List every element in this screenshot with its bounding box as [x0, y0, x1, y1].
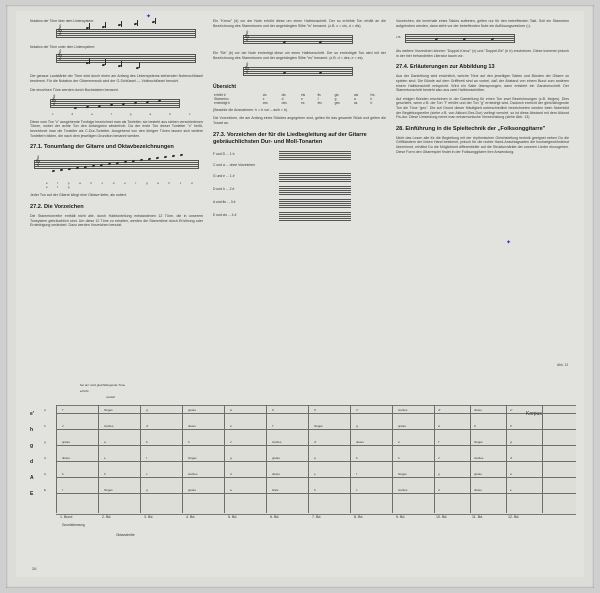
cell: b: [370, 100, 373, 105]
fret-number-label: 1. Bund: [60, 515, 73, 519]
overview-row2-label: Stammton: [214, 96, 229, 101]
fret-note: gis/as: [398, 424, 406, 428]
cell: es: [301, 100, 305, 105]
fret-note: f': [438, 440, 440, 444]
label-notes-below: Notation der Töne unter dem Liniensystem:: [30, 45, 95, 50]
cell: ces: [262, 100, 268, 105]
fret-note: c': [62, 424, 65, 428]
fret-note: e'': [510, 408, 513, 412]
cell: e: [301, 96, 303, 101]
label-notes-above: Notation der Töne über dem Liniensystem:: [30, 19, 95, 23]
fret-note: a': [230, 408, 233, 412]
staff-flat-example: 𝄞: [243, 64, 353, 78]
string-label-g: g: [30, 443, 34, 449]
key-label: C und a ... ohne Vorzeichen: [213, 162, 255, 167]
fret-note: e: [104, 456, 106, 460]
fret-note: a: [314, 456, 316, 460]
heading-27-1: 27.1. Tonumfang der Gitarre und Oktavbezeichnungen: [30, 144, 174, 151]
fret-note: h': [510, 424, 513, 428]
fret-note: fis/ges: [398, 472, 407, 476]
fret-note: d': [510, 456, 513, 460]
staff-notes-above: 𝄞: [56, 25, 196, 41]
fret-number-label: 3. Bd.: [144, 515, 154, 519]
fret-note: fis/ges: [104, 408, 113, 412]
fret-note: f: [146, 456, 147, 460]
fret-note: cis/des: [474, 456, 484, 460]
fret-note: c': [438, 456, 441, 460]
page-background: [6, 5, 594, 588]
key-label: D und h ... 2 #: [213, 186, 235, 191]
fret-note: gis/as: [188, 408, 196, 412]
cell: a: [353, 96, 356, 101]
overview-row1-label: erhöht #: [214, 92, 226, 97]
fret-note: dis/es: [188, 424, 196, 428]
cell: cis: [262, 92, 267, 97]
key-label: A und fis ... 3 #: [213, 199, 236, 204]
fret-note: g: [438, 472, 440, 476]
fret-number-label: 9. Bd.: [396, 515, 406, 519]
cell: des: [281, 100, 287, 105]
table-overview: [213, 93, 386, 105]
cell: d: [281, 96, 284, 101]
fret-note: dis/es: [356, 440, 364, 444]
fret-note: e': [398, 440, 401, 444]
fret-number-label: 12. Bd.: [508, 515, 520, 519]
cell: eis: [301, 92, 306, 97]
fret-note: dis/es: [272, 472, 280, 476]
fret-number-label: 7. Bd.: [312, 515, 322, 519]
fret-number-label: 5. Bd.: [228, 515, 238, 519]
fret-number-label: 8. Bd.: [354, 515, 364, 519]
key-row: [213, 171, 386, 181]
column-middle: [213, 19, 386, 379]
headstock-label-erhoeht: erhöht: [80, 389, 89, 393]
fret-note: b: [146, 440, 148, 444]
paragraph-left-1: Die genaue Lautstärke der Töne wird durch einen am Anfang des Liniensystems stehenden Notenschlüssel bestimmt. Für die Notation der Gitarrenmusik wird der G-Schlüssel — Violinschlüssel benutzt.: [30, 74, 203, 83]
heading-overview: Übersicht: [213, 84, 237, 91]
fret-note: g: [146, 488, 148, 492]
staff-range: 𝄞: [34, 154, 199, 180]
page-number: 26: [32, 566, 37, 571]
fret-note: cis/des: [104, 424, 114, 428]
fret-note: fis/ges: [104, 488, 113, 492]
paragraph-left-5: Die Stammtonreihe enthält nicht alle, durch Halbtonteilung entstandenen 12 Töne, die in unserem Tonsystem gebräuchlich sind. Um diese 12 Töne zu erhalten, werden die Stammtöne durch Erhöhung oder Erniedrigung verändert. Dazu werden Vorzeichen benutzt.: [30, 213, 203, 228]
overview-row3-label: erniedrigt b: [214, 100, 230, 105]
staff-sharp-example: 𝄞: [243, 32, 353, 46]
fret-number-label: 4. Bd.: [186, 515, 196, 519]
cell: f: [317, 96, 319, 101]
paragraph-right-1: Vorzeichen, die innerhalb eines Taktes auftreten, gelten nur für den betreffenden Takt. Soll ein Stammton aufgehoben werden, dann steht vor der betreffenden Note ein Auflösungszeichen (♮).: [396, 19, 569, 28]
octave-label: Oktavschritte: [116, 533, 135, 537]
fret-note: a: [104, 440, 106, 444]
fret-note: h: [188, 440, 190, 444]
string-label-h: h: [30, 427, 34, 433]
fret-number-label: 10. Bd.: [436, 515, 448, 519]
open-string-note: g: [44, 440, 46, 444]
scale-note-letters: c d e f g a h c: [52, 112, 200, 117]
fret-note: f': [62, 408, 64, 412]
example-natural: [396, 32, 569, 44]
key-label: E und cis ... 4 #: [213, 212, 237, 217]
paragraph-right-4: Auf einigen Bünden erscheinen in der Darstellung für einen Ton zwei Bezeichnungen (z.B. fis/ges). Dies geschieht, wenn z.B. der Ton "f" erhöht und der Ton "g" erniedrigt wird. Dadurch erreicht der gleichklingende Ton die Töne "ges". Die auf Grund dieser Häufigkeit unterschiedlich bezeichneten werden beim Notenbild der Begleitungsreihe (siehe z.B. von Akkord-Ges-Dur) vorliegt verwirrt, so ist diese Abstand mit dem Akkord Fis-dur. Diese Umsetzung nennt man enharmonische Verwechslung (siehe Abb. 13): [396, 96, 569, 120]
fret-note: g': [356, 424, 359, 428]
key-label: G und e ... 1 #: [213, 173, 235, 178]
fret-note: h: [104, 472, 106, 476]
open-string-note: d: [44, 456, 46, 460]
cell: fis: [317, 92, 321, 97]
heading-27-2: 27.2. Die Vorzeichen: [30, 203, 84, 210]
fret-note: g': [146, 408, 149, 412]
cell: c: [262, 96, 265, 101]
string-label-e1: e': [30, 411, 34, 417]
range-note-letters: e f g a h c d e f g a h c d e f g: [46, 181, 197, 189]
fret-note: f: [62, 488, 63, 492]
paragraph-mid-2: Ein "Be" (b) vor der Note erniedrigt diese um einen Halbtonschritt. Der so erniedrigte Ton wird mit der Bezeichnung des Stammtones und der angehängten Silbe "es" benannt. (z.B. d = des, e = es): [213, 51, 386, 60]
fret-note: cis/des: [188, 472, 198, 476]
fret-number-label: 2. Bd.: [102, 515, 112, 519]
fret-note: gis/as: [272, 456, 280, 460]
paragraph-left-2: Die einzelnen Töne werden durch Buchstaben benannt.: [30, 87, 119, 92]
heading-28: 28. Einführung in die Spieltechnik der „Folksonggitarre": [396, 125, 546, 132]
fret-note: h: [398, 456, 400, 460]
paragraph-right-3: Aus der Darstellung wird ersichtlich, welche Töne auf den jeweiligen Saiten und Bünden der Gitarre zu spielen sind. Die Bünde auf dem Griffbrett sind an vorbei, daß der Abstand von einem Bund zum anderen einem Halbtonschritt entspricht. Wird ein Saite übersprungen, dann entsteht ein Ganztonschritt. Der Stammtonschritt besteht also aus zwei Halbtonschritten.: [396, 74, 569, 93]
cell: ais: [353, 92, 359, 97]
fret-note: b: [62, 472, 64, 476]
headstock-label-vertieft: vertieft: [106, 395, 116, 399]
fret-note: cis/des: [398, 408, 408, 412]
fret-note: d: [438, 488, 440, 492]
fret-note: dis/es: [474, 488, 482, 492]
cell: ges: [334, 100, 340, 105]
cell: gis: [334, 92, 339, 97]
cell: h: [370, 96, 373, 101]
fret-note: b/ais: [272, 488, 279, 492]
fret-number-label: 11. Bd.: [472, 515, 484, 519]
paragraph-right-2: Als weitere Vorzeichen können "Doppel-Kreuz" (x) und "Doppel-Be" (b b) erscheinen. Diese kommen jedoch in der hier behandelten Literatur kaum vor.: [396, 49, 569, 58]
fretboard-body: [56, 405, 576, 515]
fretboard-diagram: [30, 383, 576, 543]
key-row: [213, 149, 386, 159]
fret-note: dis/es: [62, 456, 70, 460]
fret-note: h: [314, 488, 316, 492]
example-label: z.B.: [396, 35, 402, 40]
column-left: [30, 19, 203, 379]
cell: his: [370, 92, 375, 97]
table-row: [213, 101, 386, 105]
staff-notes-below: 𝄞: [56, 51, 196, 69]
open-string-note: A: [44, 472, 47, 476]
headstock-label-1: bei am' wird gleichklingende Töne: [80, 383, 126, 387]
key-row: [213, 210, 386, 220]
paragraph-mid-1: Ein "Kreuz" (#) vor der Note erhöht diese um einen Halbtonschritt. Der so erhöhte Ton erhält an die Bezeichnung des Stammtones und der angehängten Silbe "is" benannt. (z.B. c = cis, d = dis): [213, 19, 386, 28]
fret-note: f: [356, 472, 357, 476]
open-string-note: E: [44, 488, 47, 492]
fret-note: c': [230, 440, 233, 444]
cell: g: [334, 96, 337, 101]
paragraph-mid-3: Die Vorzeichen, die am Anfang eines Stückes angegeben sind, gelten für das gesamte Stück und gelten die Tonart an.: [213, 116, 386, 125]
open-string-note: h: [44, 424, 46, 428]
column-right: [396, 19, 569, 379]
fret-note: d': [146, 424, 149, 428]
text-columns: [30, 19, 570, 379]
fret-note: d'': [438, 408, 441, 412]
fret-note: c'': [356, 408, 359, 412]
fret-note: d': [314, 440, 317, 444]
book-page: [16, 11, 584, 577]
fret-note: e: [510, 488, 512, 492]
key-row: [213, 162, 386, 168]
cell: dis: [281, 92, 286, 97]
fret-note: gis/as: [188, 488, 196, 492]
fret-note: f': [272, 424, 274, 428]
fret-note: fis/ges: [474, 440, 483, 444]
corpus-label: Korpus: [526, 411, 542, 417]
cell: fes: [317, 100, 322, 105]
paragraph-left-4: Jeder Ton auf der Gitarre klingt eine Oktave tiefer, als notiert.: [30, 193, 127, 198]
heading-27-3: 27.3. Vorzeichen der für die Liedbegleitung auf der Gitarre gebräuchlichsten Dur- und Moll-Tonarten: [213, 131, 367, 145]
fret-note: g': [510, 440, 513, 444]
paragraph-left-3: Diese vom Ton "c" ausgehende Tonfolge bezeichnet man als Tonleiter; sie besteht aus sieben verschiedenen Tönen, wobei der achte Ton den Anfangston wiederholt. Da der erste Ton dieser Tonleiter "c" heißt, bezeichnet man die Tonleiter als C-Dur-Tonleiter. Ausgehend von den übrigen Tönen lassen sich weitere Tonleitern bilden, die nach dem jeweiligen Grundton benannt werden.: [30, 119, 203, 138]
fret-note: d: [230, 472, 232, 476]
fret-note: fis/ges: [314, 424, 323, 428]
key-signature-list: [213, 149, 386, 220]
fret-note: c: [356, 488, 358, 492]
key-row: [213, 184, 386, 194]
annotation-marker-top: ✦: [146, 14, 152, 20]
fret-note: a: [510, 472, 512, 476]
fret-note: e: [314, 472, 316, 476]
heading-27-4: 27.4. Erläuterungen zur Abbildung 13: [396, 64, 495, 71]
fret-note: c: [146, 472, 148, 476]
string-label-a: A: [30, 475, 34, 481]
fret-note: cis/des: [398, 488, 408, 492]
paragraph-right-5: Nicht das Lesen alle für die Begleitung mit der rhythmischen Gleichstellung technik geeignet neben Du die Griffbändern der linken Hand bestimmt, jedoch für die rechte Hand-Anschlagsarten die hochartgewöhnlichst übernimmt, erhältst Du die Möglichkeit differentieller auf die Strukturmärkte der unseren Lieder einzugehen. Diese Form den Gitarrespiel findet in der Folksonggitarre ihre Anwendung.: [396, 135, 569, 154]
string-label-d: d: [30, 459, 34, 465]
annotation-marker-right: ✦: [506, 240, 512, 246]
fret-note: h': [314, 408, 317, 412]
fret-note: gis/as: [62, 440, 70, 444]
key-row: [213, 197, 386, 207]
tuning-label: Grundstimmung: [62, 523, 85, 527]
fret-note: fis/ges: [188, 456, 197, 460]
fret-note: b: [356, 456, 358, 460]
fret-note: e': [230, 424, 233, 428]
figure-caption: Abb. 13: [557, 363, 568, 367]
fret-note: a': [438, 424, 441, 428]
cell: as: [353, 100, 358, 105]
key-label: F und D ... 1 b: [213, 151, 235, 156]
paragraph-mid-exception: (Beachte die Ausnahmen: h = b vor – as/h = b): [213, 107, 288, 112]
fret-note: cis/des: [272, 440, 282, 444]
string-label-E: E: [30, 491, 34, 497]
fret-note: b': [474, 424, 477, 428]
fret-note: gis/as: [474, 472, 482, 476]
open-string-note: e': [44, 408, 47, 412]
fret-note: b': [272, 408, 275, 412]
fret-note: a: [230, 488, 232, 492]
fret-number-label: 6. Bd.: [270, 515, 280, 519]
staff-c-scale: 𝄞: [50, 96, 180, 112]
fret-note: dis/es: [474, 408, 482, 412]
fret-note: g: [230, 456, 232, 460]
